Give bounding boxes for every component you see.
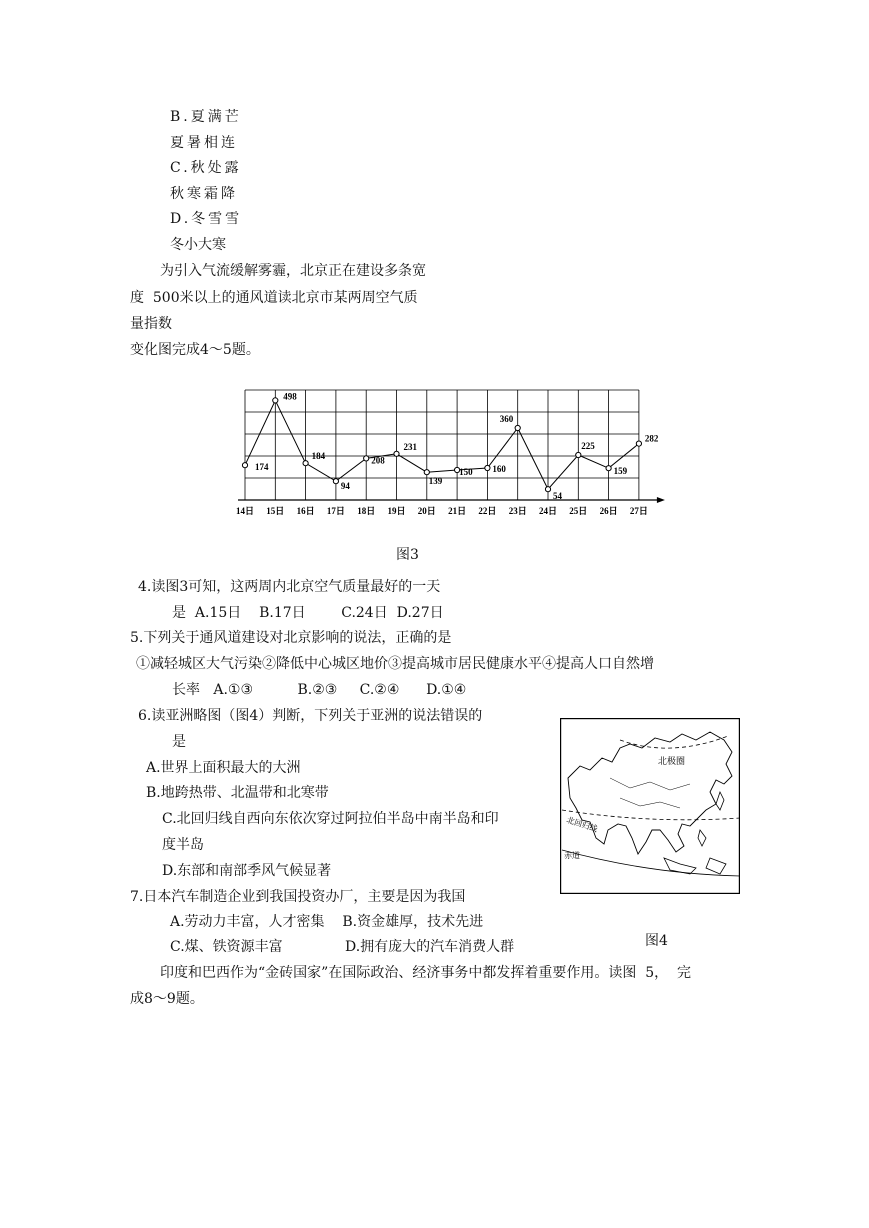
- equator-label: 赤道: [564, 851, 580, 860]
- asia-map: [560, 718, 740, 894]
- x-tick-label: 17日: [326, 506, 345, 516]
- q6-option-d: D.东部和南部季风气候显著: [162, 863, 332, 879]
- data-point: [424, 470, 429, 475]
- data-point: [545, 487, 550, 492]
- figure4-caption: 图4: [645, 933, 668, 949]
- q5-options: 长率 A.①③ B.②③ C.②④ D.①④: [172, 682, 467, 698]
- q4-options: 是 A.15日 B.17日 C.24日 D.27日: [172, 605, 444, 621]
- data-label: 208: [371, 455, 385, 466]
- data-point: [636, 441, 641, 446]
- data-point: [303, 461, 308, 466]
- data-point: [242, 463, 247, 468]
- data-point: [273, 398, 278, 403]
- q6-stem: 6.读亚洲略图（图4）判断，下列关于亚洲的说法错误的: [138, 708, 483, 724]
- intro-line-4: 变化图完成4～5题。: [130, 342, 260, 358]
- data-label: 282: [644, 433, 659, 444]
- data-label: 174: [255, 462, 269, 473]
- q6-option-c-continuation: 度半岛: [162, 837, 204, 853]
- option-c-continuation: 秋寒霜降: [170, 186, 238, 202]
- q6-option-a: A.世界上面积最大的大洲: [146, 760, 301, 776]
- data-label: 150: [459, 467, 473, 477]
- data-label: 360: [499, 414, 514, 424]
- x-tick-label: 23日: [508, 506, 527, 516]
- x-tick-label: 21日: [448, 506, 467, 516]
- q6-stem-continuation: 是: [172, 734, 186, 750]
- intro-line-2: 度 500米以上的通风道读北京市某两周空气质: [130, 290, 418, 306]
- passage-line-2: 成8～9题。: [130, 991, 204, 1007]
- x-tick-label: 20日: [417, 506, 436, 516]
- q7-stem: 7.日本汽车制造企业到我国投资办厂，主要是因为我国: [130, 889, 466, 905]
- data-point: [576, 452, 581, 457]
- data-label: 54: [553, 491, 562, 502]
- data-label: 139: [428, 476, 443, 487]
- option-b-continuation: 夏暑相连: [170, 135, 238, 151]
- q4-stem: 4.读图3可知，这两周内北京空气质量最好的一天: [138, 579, 441, 595]
- data-label: 94: [340, 481, 350, 492]
- option-b: B.夏满芒: [170, 109, 242, 125]
- q6-option-b: B.地跨热带、北温带和北寒带: [146, 785, 329, 801]
- data-label: 160: [492, 464, 506, 474]
- intro-line-3: 量指数: [130, 316, 172, 332]
- arctic-circle-label: 北极圈: [658, 757, 686, 767]
- data-point: [485, 465, 490, 470]
- data-point: [333, 479, 338, 484]
- data-point: [515, 425, 520, 430]
- q7-options-ab: A.劳动力丰富，人才密集 B.资金雄厚，技术先进: [170, 914, 484, 930]
- data-label: 231: [403, 441, 417, 452]
- q6-option-c: C.北回归线自西向东依次穿过阿拉伯半岛中南半岛和印: [162, 811, 499, 827]
- air-quality-chart: [228, 382, 668, 522]
- q5-items: ①减轻城区大气污染②降低中心城区地价③提高城市居民健康水平④提高人口自然增: [136, 656, 654, 672]
- x-tick-label: 19日: [387, 506, 406, 516]
- chart-x-axis: [238, 497, 665, 503]
- data-label: 498: [283, 391, 297, 402]
- tropic-of-cancer-label: 北回归线: [565, 815, 599, 834]
- data-label: 159: [613, 466, 628, 477]
- data-point: [606, 466, 611, 471]
- q7-options-cd: C.煤、铁资源丰富 D.拥有庞大的汽车消费人群: [170, 939, 515, 955]
- x-tick-label: 27日: [629, 506, 648, 516]
- data-label: 184: [311, 451, 326, 462]
- data-point: [364, 456, 369, 461]
- option-d: D.冬雪雪: [170, 211, 243, 227]
- x-tick-labels: [236, 506, 648, 516]
- x-tick-label: 26日: [599, 506, 618, 516]
- x-tick-label: 25日: [569, 506, 588, 516]
- passage-line-1: 印度和巴西作为“金砖国家”在国际政治、经济事务中都发挥着重要作用。读图 5， 完: [160, 965, 692, 981]
- x-axis-arrow: [657, 497, 665, 503]
- x-tick-label: 18日: [357, 506, 376, 516]
- data-label: 225: [581, 441, 595, 451]
- x-tick-label: 15日: [266, 506, 285, 516]
- q5-stem: 5.下列关于通风道建设对北京影响的说法，正确的是: [130, 630, 452, 646]
- x-tick-label: 14日: [235, 506, 255, 516]
- figure3-caption: 图3: [396, 547, 419, 563]
- x-tick-label: 22日: [478, 506, 497, 516]
- option-d-continuation: 冬小大寒: [170, 237, 226, 253]
- x-tick-label: 24日: [538, 506, 558, 516]
- data-point: [394, 451, 399, 456]
- option-c: C.秋处露: [170, 160, 242, 176]
- intro-line-1: 为引入气流缓解雾霾，北京正在建设多条宽: [160, 263, 426, 279]
- x-tick-label: 16日: [296, 506, 315, 516]
